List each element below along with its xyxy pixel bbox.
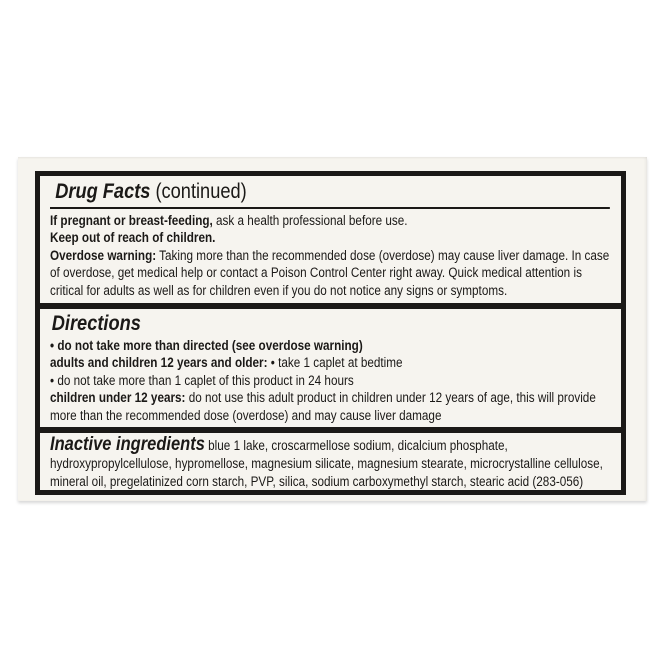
directions-section (40, 303, 621, 427)
inactive-ingredients-section (40, 427, 621, 490)
direction-1-text: • take 1 caplet at bedtime (267, 355, 403, 371)
inactive-ingredients-list: blue 1 lake, croscarmellose sodium, dicalcium phosphate, hydroxypropylcellulose, hypromellose, magnesium silicate, magnesium stearate, microcrystalline cellulose, mineral oil, pregelatinized corn starch, PVP, silica, sodium carboxymethyl starch, stearic acid (283-056) (50, 438, 603, 489)
warning-pregnant-bold: If pregnant or breast-feeding, (50, 213, 213, 228)
direction-item (50, 389, 610, 424)
warning-overdose (50, 247, 610, 299)
warning-overdose-text: Taking more than the recommended dose (overdose) may cause liver damage. In case of overdose, get medical help or contact a Poison Control Center right away. Quick medical attention is critical for adults as well as for children even if you do not notice any signs or symptoms. (50, 247, 610, 298)
package-back-panel (18, 157, 647, 501)
direction-item (50, 337, 610, 354)
warning-keep-out-of-reach (50, 229, 610, 246)
direction-item (50, 354, 610, 371)
drug-facts-title (50, 179, 610, 204)
directions-title: Directions (51, 312, 141, 335)
warning-pregnant-text: ask a health professional before use. (212, 213, 408, 228)
direction-3-bold: children under 12 years: (50, 390, 186, 406)
direction-0-bold: • do not take more than directed (see overdose warning) (50, 338, 363, 353)
warning-pregnant (50, 212, 610, 229)
direction-item (50, 372, 610, 389)
direction-3-text: do not use this adult product in children under 12 years of age, this will provide more than the recommended dose (overdose) and may cause liver damage (50, 390, 596, 423)
inactive-ingredients-paragraph (50, 436, 610, 490)
direction-1-bold: adults and children 12 years and older: (50, 355, 268, 371)
drug-facts-box (35, 171, 626, 495)
inactive-ingredients-title: Inactive ingredients (50, 434, 205, 455)
warning-overdose-bold: Overdose warning: (50, 247, 157, 263)
drug-facts-title-continued: (continued) (150, 180, 247, 203)
direction-2-text: • do not take more than 1 caplet of this product in 24 hours (50, 372, 354, 388)
warning-keep-out-bold: Keep out of reach of children. (50, 230, 216, 246)
drug-facts-header-section (40, 176, 621, 303)
header-divider-rule (50, 207, 610, 209)
drug-facts-title-bold: Drug Facts (55, 180, 151, 203)
